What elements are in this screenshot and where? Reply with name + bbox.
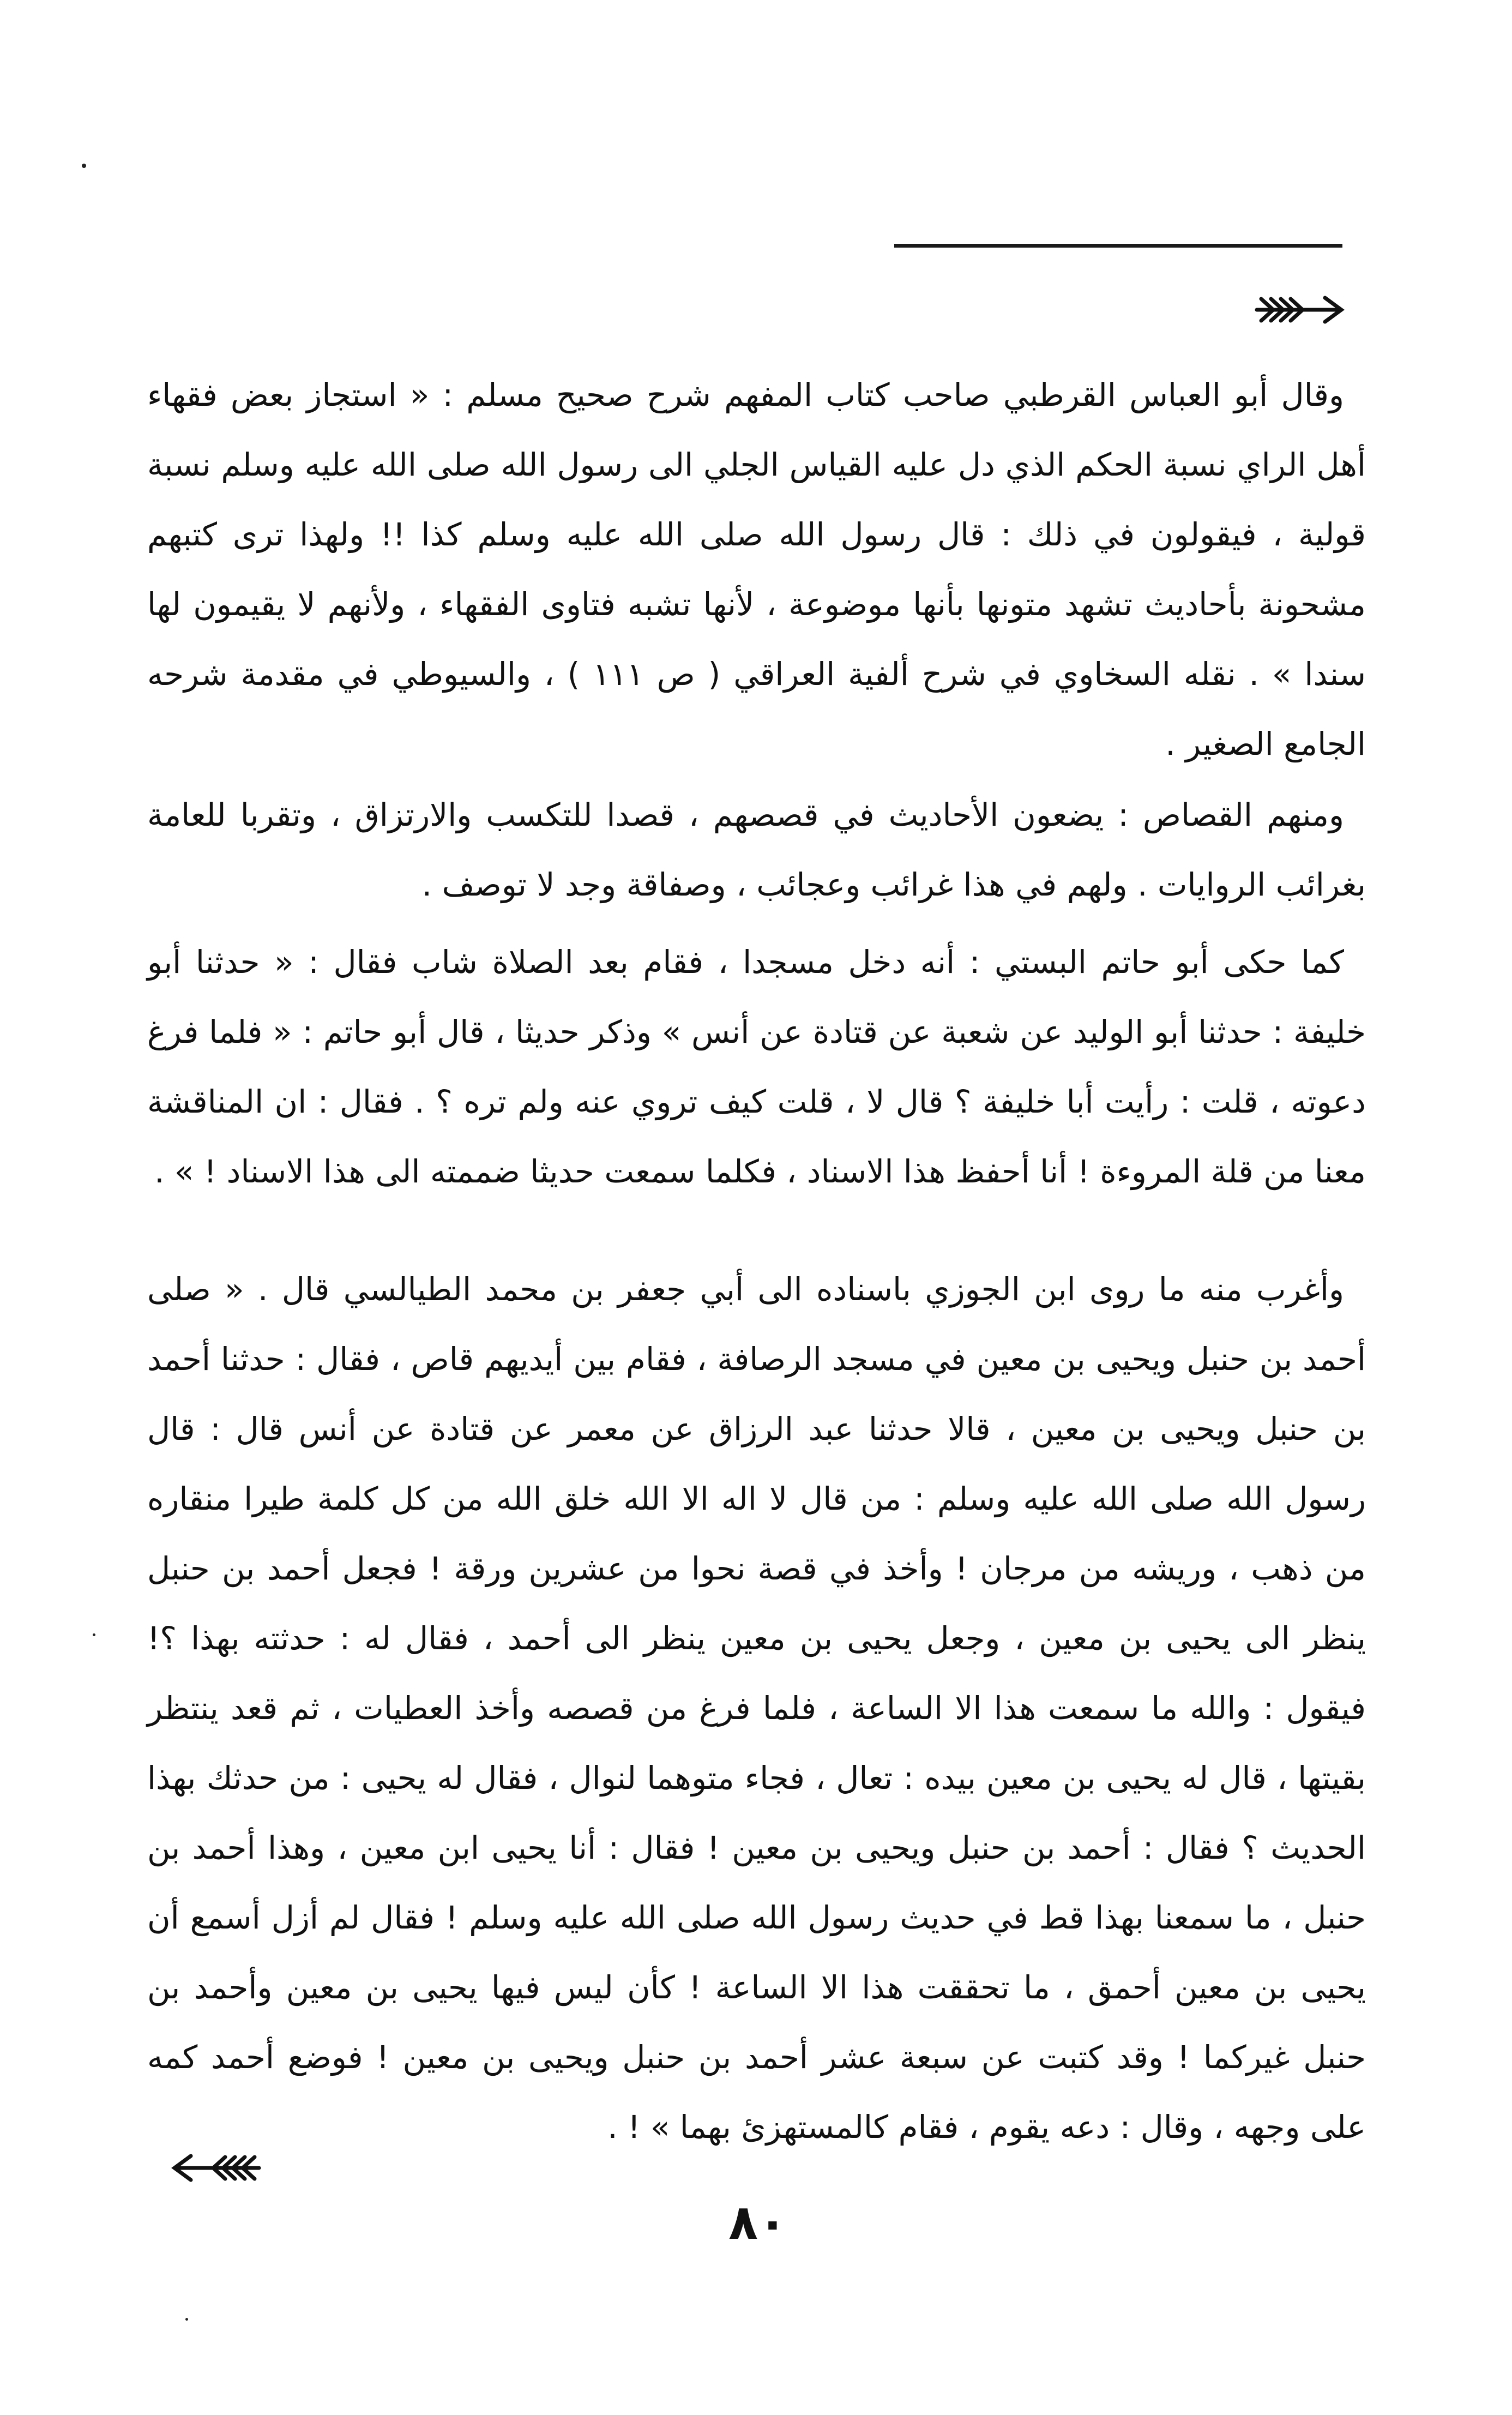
scan-speck [82, 164, 86, 168]
top-rule [894, 244, 1342, 248]
body-text [147, 360, 1366, 779]
paragraph-3 [147, 927, 1366, 1206]
body-text-2 [147, 780, 1366, 920]
paragraph-1 [147, 360, 1366, 779]
arrow-ornament-top-icon [1251, 288, 1350, 332]
scan-speck [185, 2318, 188, 2321]
paragraph-2-text: ومنهم القصاص : يضعون الأحاديث في قصصهم ، قصدا للتكسب والارتزاق ، وتقربا للعامة بغرائب الروايات . ولهم في هذا غرائب وعجائب ، وصفاقة وجد لا توصف . [147, 796, 1366, 903]
paragraph-1-text: وقال أبو العباس القرطبي صاحب كتاب المفهم شرح صحيح مسلم : « استجاز بعض فقهاء أهل الراي نسبة الحكم الذي دل عليه القياس الجلي الى رسول الله صلى الله عليه وسلم نسبة قولية ، فيقولون في ذلك : قال رسول الله صلى الله عليه وسلم كذا !! ولهذا ترى كتبهم مشحونة بأحاديث تشهد متونها بأنها موضوعة ، لأنها تشبه فتاوى الفقهاء ، ولأنهم لا يقيمون لها سندا » . نقله السخاوي في شرح ألفية العراقي ( ص ١١١ ) ، والسيوطي في مقدمة شرحه الجامع الصغير . [147, 376, 1366, 762]
paragraph-4-text: وأغرب منه ما روى ابن الجوزي باسناده الى أبي جعفر بن محمد الطيالسي قال . « صلى أحمد بن حنبل ويحيى بن معين في مسجد الرصافة ، فقام بين أيديهم قاص ، فقال : حدثنا أحمد بن حنبل ويحيى بن معين ، قالا حدثنا عبد الرزاق عن معمر عن قتادة عن أنس قال : قال رسول الله صلى الله عليه وسلم : من قال لا اله الا الله خلق الله من كل كلمة طيرا منقاره من ذهب ، وريشه من مرجان ! وأخذ في قصة نحوا من عشرين ورقة ! فجعل أحمد بن حنبل ينظر الى يحيى بن معين ، وجعل يحيى بن معين ينظر الى أحمد ، فقال له : حدثته بهذا ؟! فيقول : والله ما سمعت هذا الا الساعة ، فلما فرغ من قصصه وأخذ العطيات ، ثم قعد ينتظر بقيتها ، قال له يحيى بن معين بيده : تعال ، فجاء متوهما لنوال ، فقال له يحيى : من حدثك بهذا الحديث ؟ فقال : أحمد بن حنبل ويحيى بن معين ! فقال : أنا يحيى ابن معين ، وهذا أحمد بن حنبل ، ما سمعنا بهذا قط في حديث رسول الله صلى الله عليه وسلم ! فقال لم أزل أسمع أن يحيى بن معين أحمق ، ما تحققت هذا الا الساعة ! كأن ليس فيها يحيى بن معين وأحمد بن حنبل غيركما ! وقد كتبت عن سبعة عشر أحمد بن حنبل ويحيى بن معين ! فوضع أحمد كمه على وجهه ، وقال : دعه يقوم ، فقام كالمستهزئ بهما » ! . [147, 1271, 1366, 2146]
paragraph-2 [147, 780, 1366, 920]
arrow-ornament-bottom-icon [166, 2146, 264, 2190]
scan-speck [93, 1633, 95, 1636]
paragraph-4 [147, 1254, 1366, 2162]
page-number: ٨٠ [728, 2194, 787, 2250]
body-text-3 [147, 927, 1366, 1206]
body-text-4 [147, 1254, 1366, 2162]
paragraph-3-text: كما حكى أبو حاتم البستي : أنه دخل مسجدا ، فقام بعد الصلاة شاب فقال : « حدثنا أبو خليفة : حدثنا أبو الوليد عن شعبة عن قتادة عن أنس » وذكر حديثا ، قال أبو حاتم : « فلما فرغ دعوته ، قلت : رأيت أبا خليفة ؟ قال لا ، قلت كيف تروي عنه ولم تره ؟ . فقال : ان المناقشة معنا من قلة المروءة ! أنا أحفظ هذا الاسناد ، فكلما سمعت حديثا ضممته الى هذا الاسناد ! » . [147, 944, 1366, 1190]
